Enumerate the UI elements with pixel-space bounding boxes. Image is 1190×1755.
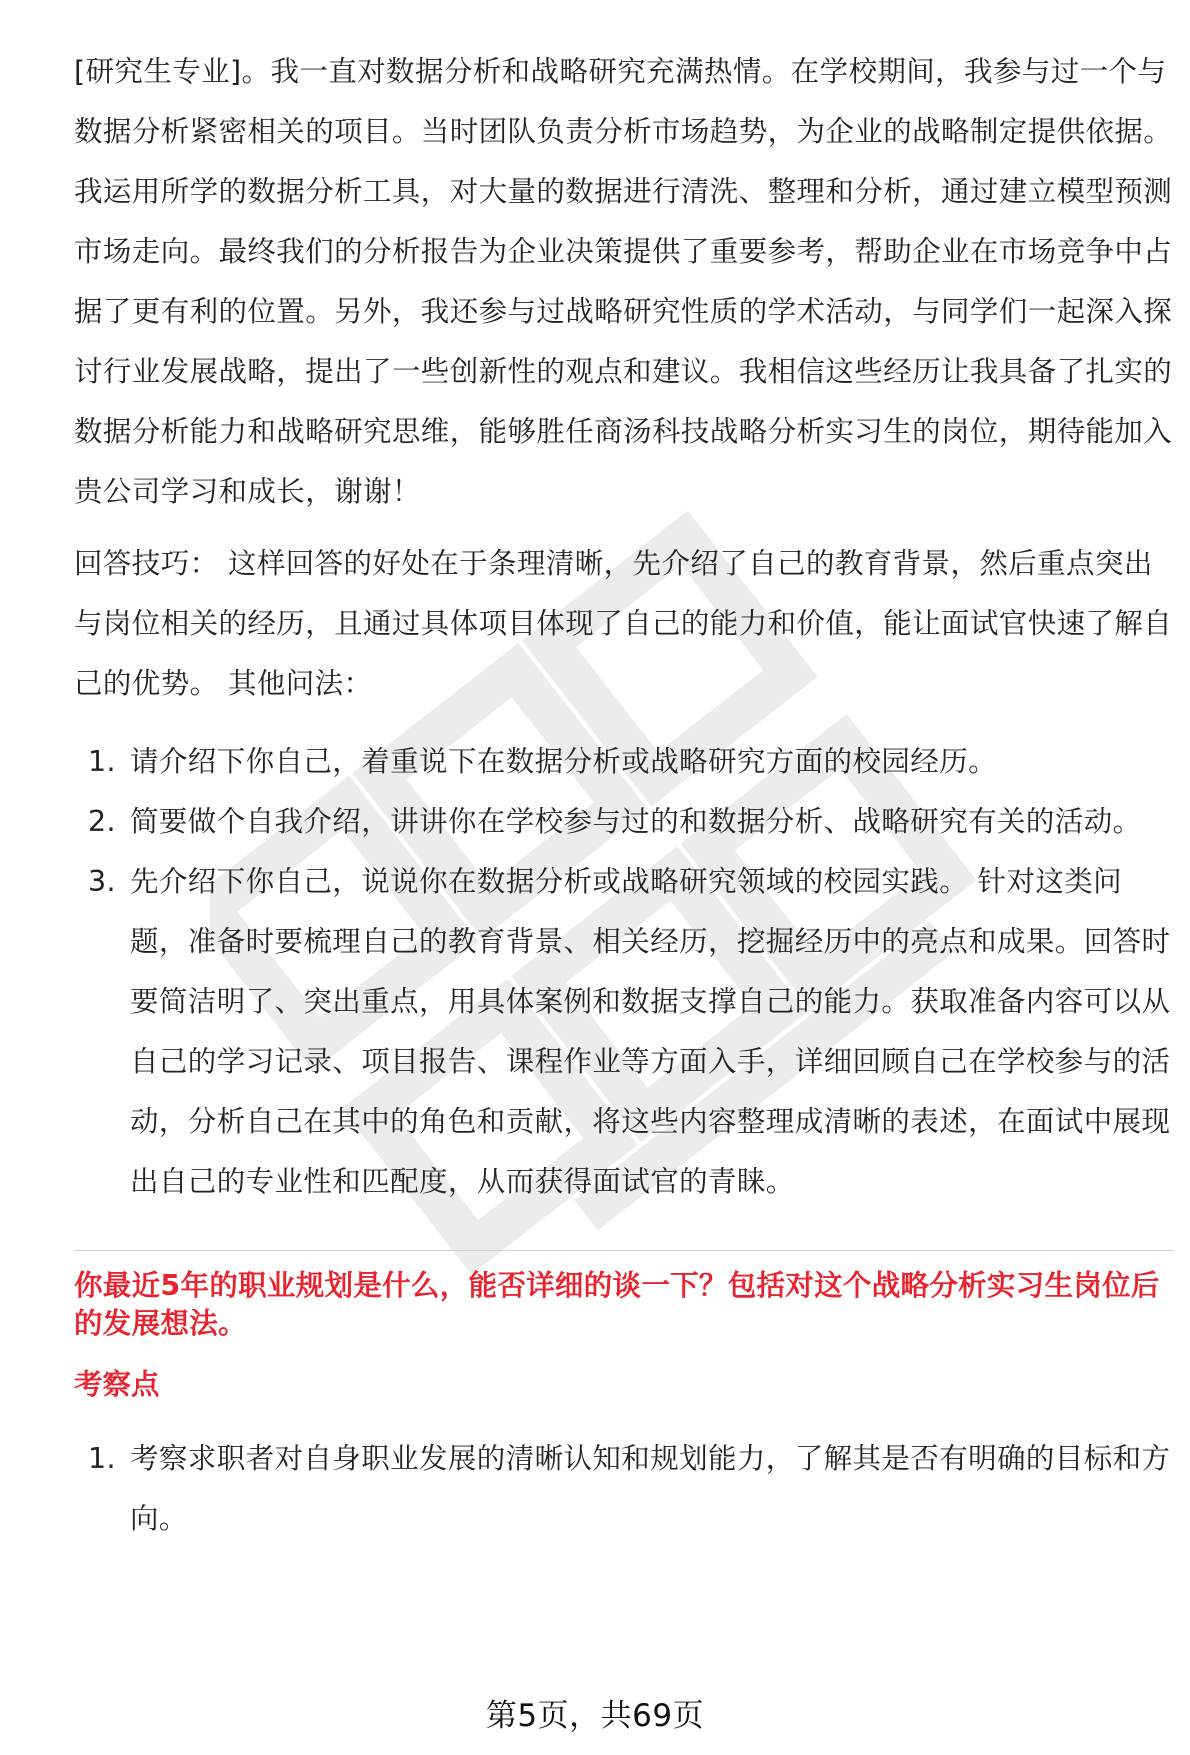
page-number-footer: 第5页，共69页	[485, 1698, 705, 1734]
alternative-questions-list	[74, 732, 1174, 1212]
list-number: 2.	[88, 805, 116, 838]
list-number: 3.	[88, 865, 116, 898]
list-item	[74, 852, 1174, 1212]
list-text: 简要做个自我介绍，讲讲你在学校参与过的和数据分析、战略研究有关的活动。	[130, 805, 1142, 838]
list-item	[74, 792, 1174, 852]
tips-paragraph: 回答技巧： 这样回答的好处在于条理清晰，先介绍了自己的教育背景，然后重点突出与岗位相关的经历，且通过具体项目体现了自己的能力和价值，能让面试官快速了解自己的优势。 其他问法：	[74, 547, 1173, 700]
list-text: 考察求职者对自身职业发展的清晰认知和规划能力，了解其是否有明确的目标和方向。	[130, 1442, 1171, 1535]
section-label: 考察点	[74, 1368, 160, 1401]
list-number: 1.	[88, 1442, 116, 1475]
list-text: 请介绍下你自己，着重说下在数据分析或战略研究方面的校园经历。	[130, 745, 998, 778]
document-content	[74, 42, 1174, 1549]
list-item	[74, 732, 1174, 792]
assessment-points-list	[74, 1429, 1174, 1549]
list-text: 先介绍下你自己，说说你在数据分析或战略研究领域的校园实践。 针对这类问题，准备时要梳理自己的教育背景、相关经历，挖掘经历中的亮点和成果。回答时要简洁明了、突出重点，用具体案例和数据支撑自己的能力。获取准备内容可以从自己的学习记录、项目报告、课程作业等方面入手，详细回顾自己在学校参与的活动，分析自己在其中的角色和贡献，将这些内容整理成清晰的表述，在面试中展现出自己的专业性和匹配度，从而获得面试官的青睐。	[130, 865, 1171, 1198]
intro-paragraph: [研究生专业]。我一直对数据分析和战略研究充满热情。在学校期间，我参与过一个与数据分析紧密相关的项目。当时团队负责分析市场趋势，为企业的战略制定提供依据。我运用所学的数据分析工具，对大量的数据进行清洗、整理和分析，通过建立模型预测市场走向。最终我们的分析报告为企业决策提供了重要参考，帮助企业在市场竞争中占据了更有利的位置。另外，我还参与过战略研究性质的学术活动，与同学们一起深入探讨行业发展战略，提出了一些创新性的观点和建议。我相信这些经历让我具备了扎实的数据分析能力和战略研究思维，能够胜任商汤科技战略分析实习生的岗位，期待能加入贵公司学习和成长，谢谢！	[74, 55, 1173, 508]
list-item	[74, 1429, 1174, 1549]
question-heading: 你最近5年的职业规划是什么，能否详细的谈一下？包括对这个战略分析实习生岗位后的发展想法。	[74, 1269, 1160, 1340]
list-number: 1.	[88, 745, 116, 778]
section-divider	[74, 1250, 1174, 1251]
